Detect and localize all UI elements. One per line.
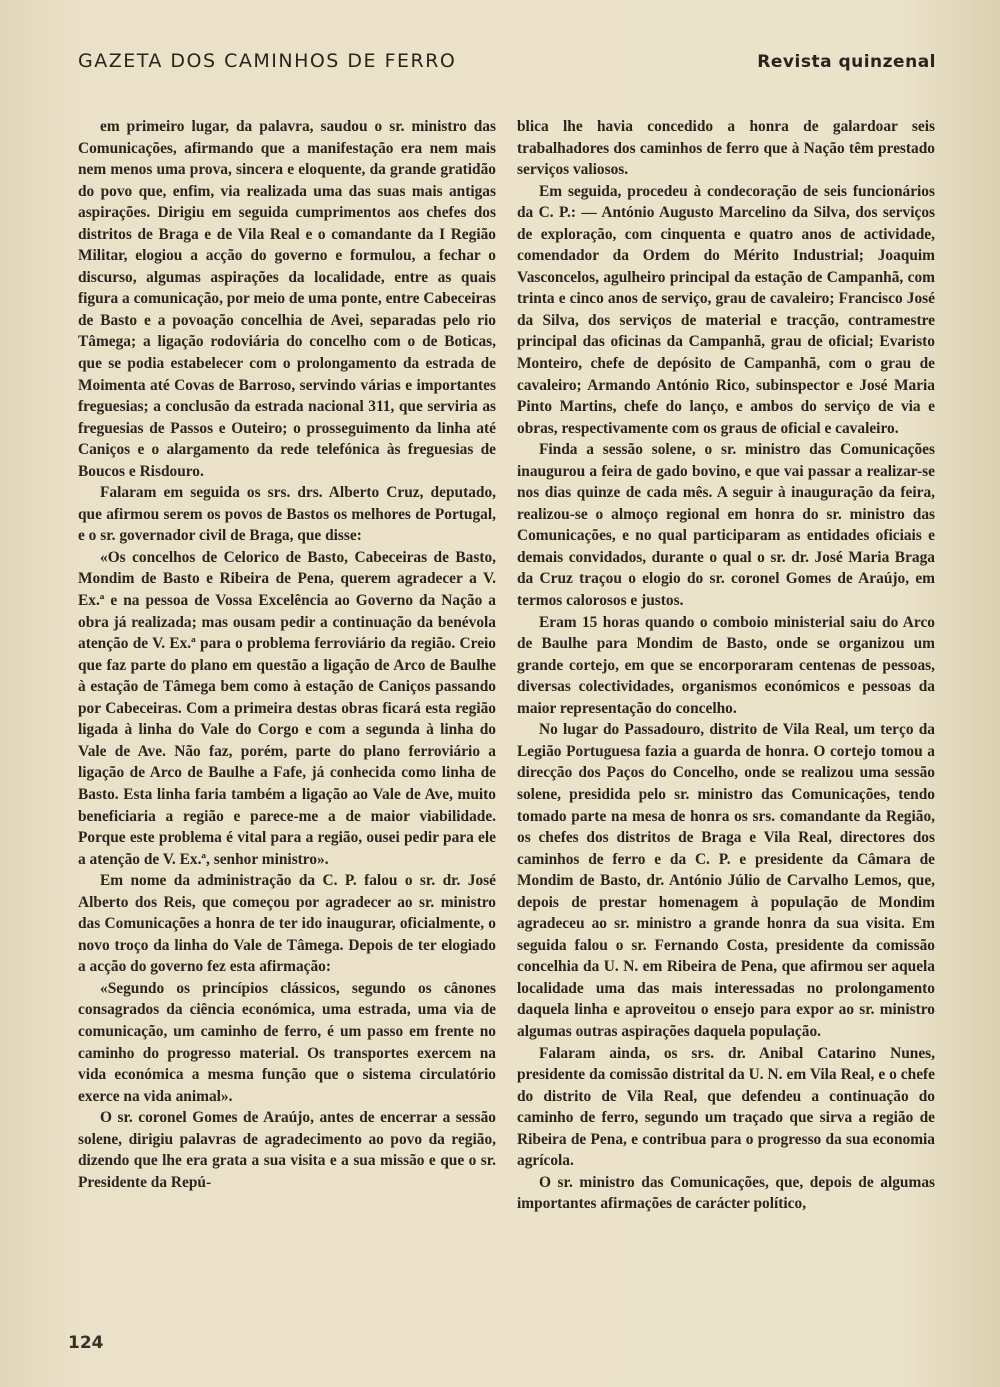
- paragraph: Em seguida, procedeu à condecoração de seis funcionários da C. P.: — António Augusto Marcelino da Silva, dos serviços de exploração, com cinquenta e quatro anos de actividade, comendador da Ordem do Mérito Industrial; Joaquim Vasconcelos, agulheiro principal da estação de Campanhã, com trinta e cinco anos de serviço, grau de cavaleiro; Francisco José da Silva, dos serviços de material e tracção, contramestre principal das oficinas da Campanhã, grau de oficial; Evaristo Monteiro, chefe de depósito de Campanhã, com o grau de cavaleiro; Armando António Rico, subinspector e José Maria Pinto Martins, chefe do lanço, e ambos do serviço de via e obras, respectivamente com os graus de oficial e cavaleiro.: [517, 182, 935, 437]
- journal-subtitle: Revista quinzenal: [757, 52, 936, 72]
- journal-title: GAZETA DOS CAMINHOS DE FERRO: [78, 50, 457, 72]
- paragraph: Finda a sessão solene, o sr. ministro das Comunicações inaugurou a feira de gado bovino, e que vai passar a realizar-se nos dias quinze de cada mês. A seguir à inauguração da feira, realizou-se o almoço regional em honra do sr. ministro das Comunicações, e no qual participaram as entidades oficiais e demais convidados, durante o qual o sr. dr. José Maria Braga da Cruz traçou o elogio do sr. coronel Gomes de Araújo, em termos calorosos e justos.: [517, 441, 935, 610]
- paragraph: «Segundo os princípios clássicos, segundo os cânones consagrados da ciência económica, uma estrada, uma via de comunicação, um caminho de ferro, é um passo em frente no caminho do progresso material. Os transportes exercem na vida económica a mesma função que o sistema circulatório exerce na vida animal».: [78, 979, 496, 1105]
- paragraph: O sr. ministro das Comunicações, que, depois de algumas importantes afirmações de carácter político,: [517, 1173, 935, 1213]
- paragraph: blica lhe havia concedido a honra de galardoar seis trabalhadores dos caminhos de ferro que à Nação têm prestado serviços valiosos.: [517, 118, 935, 179]
- page-number: 124: [68, 1333, 104, 1353]
- paragraph: No lugar do Passadouro, distrito de Vila Real, um terço da Legião Portuguesa fazia a guarda de honra. O cortejo tomou a direcção dos Paços do Concelho, onde se realizou uma sessão solene, presidida pelo sr. ministro das Comunicações, tendo tomado parte na mesa de honra os srs. comandante da Região, os chefes dos distritos de Braga e Vila Real, directores dos caminhos de ferro e da C. P. e presidente da Câmara de Mondim de Basto, dr. António Júlio de Carvalho Lemos, que, depois de prestar homenagem à população de Mondim agradeceu ao sr. ministro a grande honra da sua visita. Em seguida falou o sr. Fernando Costa, presidente da comissão concelhia da U. N. em Ribeira de Pena, que afirmou ser aquela localidade uma das mais interessadas no prolongamento daquela linha e aproveitou o ensejo para expor ao sr. ministro algumas outras aspirações daquela população.: [517, 721, 935, 1040]
- paragraph: O sr. coronel Gomes de Araújo, antes de encerrar a sessão solene, dirigiu palavras de agradecimento ao povo da região, dizendo que lhe era grata a sua visita e a sua missão e que o sr. Presidente da Repú-: [78, 1109, 496, 1191]
- paragraph: Em nome da administração da C. P. falou o sr. dr. José Alberto dos Reis, que começou por agradecer ao sr. ministro das Comunicações a honra de ter ido inaugurar, oficialmente, o novo troço da linha do Vale de Tâmega. Depois de ter elogiado a acção do governo fez esta afirmação:: [78, 872, 496, 976]
- paragraph: Falaram ainda, os srs. dr. Anibal Catarino Nunes, presidente da comissão distrital da U. N. em Vila Real, e o chefe do distrito de Vila Real, que defendeu a continuação do caminho de ferro, segundo um traçado que sirva a região de Ribeira de Pena, e contribua para o progresso da sua economia agrícola.: [517, 1044, 935, 1170]
- paragraph: «Os concelhos de Celorico de Basto, Cabeceiras de Basto, Mondim de Basto e Ribeira de Pena, querem agradecer a V. Ex.ª e na pessoa de Vossa Excelência ao Governo da Nação a obra já realizada; mas ousam pedir a continuação da benévola atenção de V. Ex.ª para o problema ferroviário da região. Creio que faz parte do plano em questão a ligação de Arco de Baulhe à estação de Tâmega bem como à estação de Caniços passando por Cabeceiras. Com a primeira destas obras ficará esta região ligada à linha do Vale do Corgo e com a segunda à linha do Vale de Ave. Não faz, porém, parte do plano ferroviário a ligação de Arco de Baulhe a Fafe, já conhecida como linha de Basto. Esta linha faria também a ligação ao Vale de Ave, muito beneficiaria a região e parece-me a de maior viabilidade. Porque este problema é vital para a região, ousei pedir para ele a atenção de V. Ex.ª, senhor ministro».: [78, 548, 496, 868]
- paragraph: Falaram em seguida os srs. drs. Alberto Cruz, deputado, que afirmou serem os povos de Bastos os melhores de Portugal, e o sr. governador civil de Braga, que disse:: [78, 484, 496, 545]
- paragraph: Eram 15 horas quando o comboio ministerial saiu do Arco de Baulhe para Mondim de Basto, onde se organizou um grande cortejo, em que se encorporaram centenas de pessoas, diversas colectividades, organismos económicos e pessoas da maior representação do concelho.: [517, 613, 935, 717]
- left-column: [78, 116, 496, 1193]
- running-header: [78, 50, 936, 80]
- right-column: [517, 116, 935, 1215]
- paragraph: em primeiro lugar, da palavra, saudou o sr. ministro das Comunicações, afirmando que a manifestação era nem mais nem menos uma prova, sincera e eloquente, da grande gratidão do povo que, enfim, via realizada uma das suas mais antigas aspirações. Dirigiu em seguida cumprimentos aos chefes dos distritos de Braga e de Vila Real e o comandante da I Região Militar, elogiou a acção do governo e formulou, a fechar o discurso, algumas aspirações da localidade, entre as quais figura a comunicação, por meio de uma ponte, entre Cabeceiras de Basto e a povoação concelhia de Avei, separadas pelo rio Tâmega; a ligação rodoviária do concelho com o de Boticas, que se podia estabelecer com o prolongamento da estrada de Moimenta até Covas de Barroso, servindo várias e importantes freguesias; a conclusão da estrada nacional 311, que serviria as freguesias de Passos e Outeiro; o prosseguimento da linha até Caniços e o alargamento da rede telefónica às freguesias de Boucos e Risdouro.: [78, 118, 496, 480]
